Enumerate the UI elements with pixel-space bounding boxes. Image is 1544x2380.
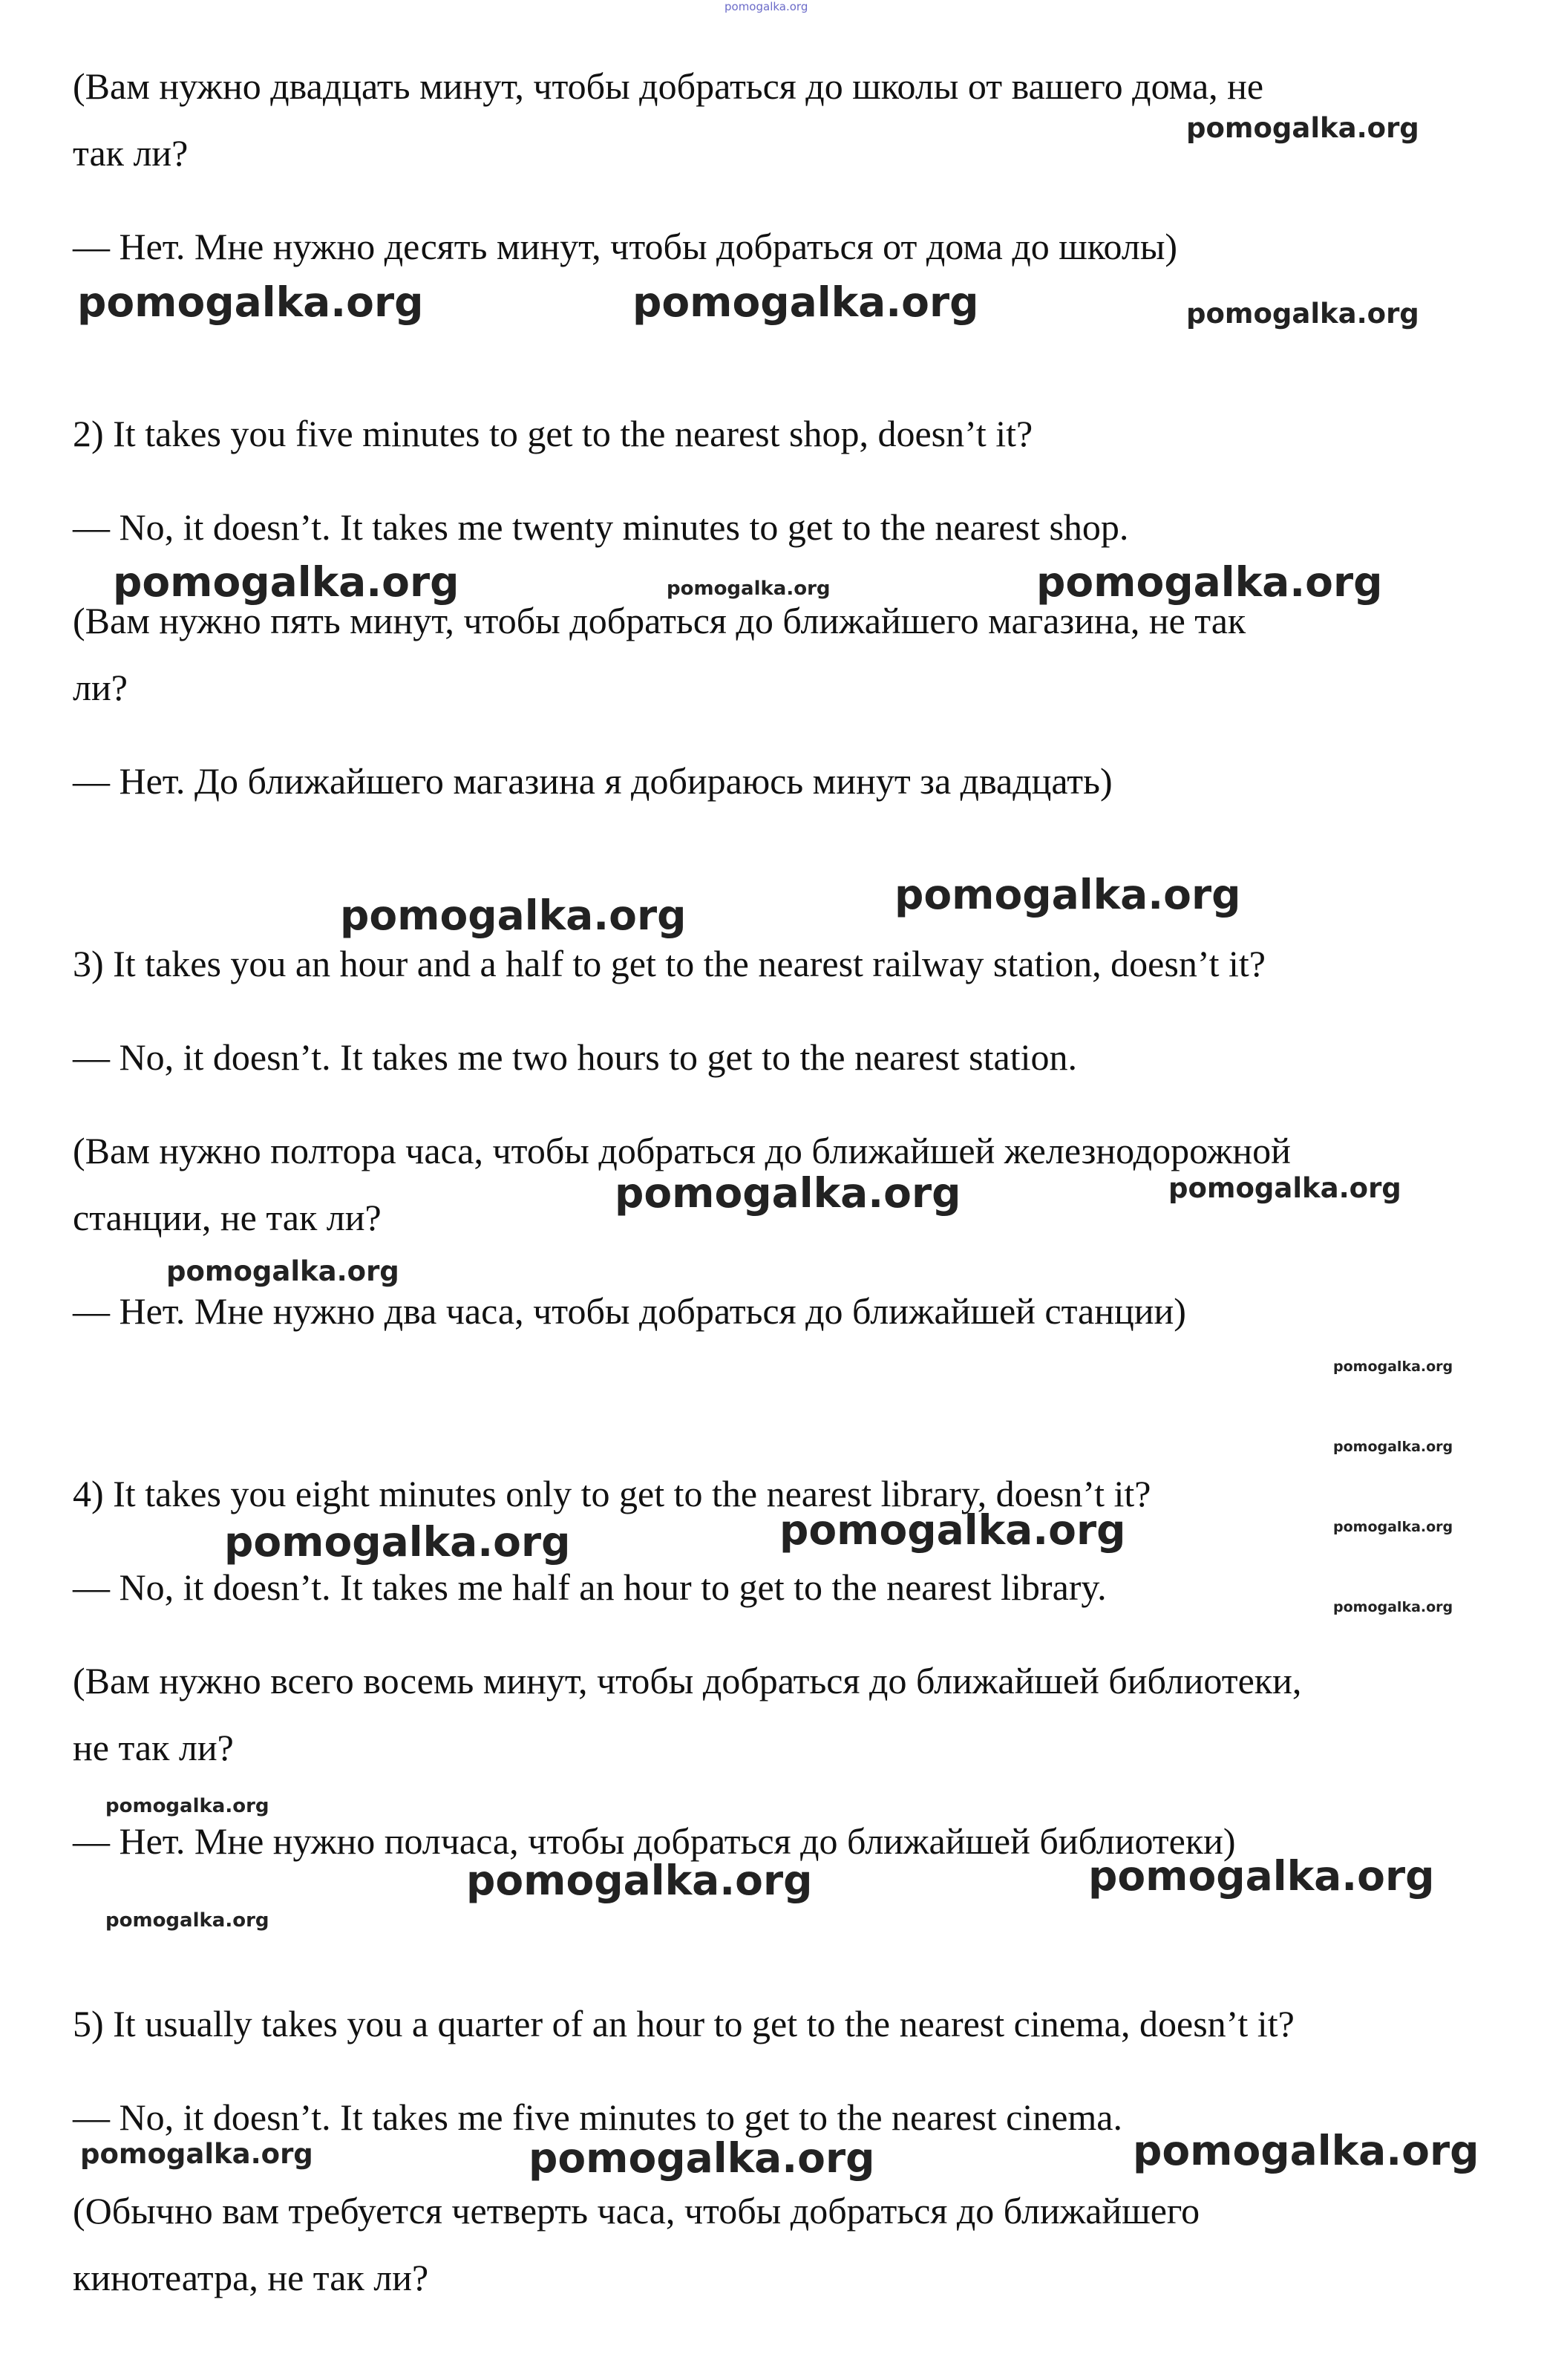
text-line: 4) It takes you eight minutes only to get to the nearest library, doesn’t it? [73,1473,1151,1514]
watermark: pomogalka.org [1036,558,1383,606]
watermark: pomogalka.org [529,2134,875,2182]
watermark: pomogalka.org [1333,1439,1453,1455]
text-line: — Нет. До ближайшего магазина я добираюсь минут за двадцать) [73,760,1113,802]
watermark: pomogalka.org [1133,2127,1479,2174]
text-line: (Вам нужно всего восемь минут, чтобы добраться до ближайшей библиотеки, [73,1660,1302,1701]
watermark: pomogalka.org [615,1169,961,1217]
text-line: 3) It takes you an hour and a half to get to the nearest railway station, doesn’t it? [73,943,1266,984]
watermark: pomogalka.org [340,892,687,939]
watermark: pomogalka.org [166,1255,399,1287]
watermark: pomogalka.org [466,1857,813,1904]
watermark: pomogalka.org [105,1909,269,1932]
text-line: — Нет. Мне нужно полчаса, чтобы добраться до ближайшей библиотеки) [73,1820,1236,1862]
text-line: — No, it doesn’t. It takes me two hours to get to the nearest station. [73,1036,1078,1078]
watermark: pomogalka.org [779,1506,1126,1554]
watermark: pomogalka.org [1088,1852,1435,1900]
watermark-top: pomogalka.org [724,0,808,13]
text-line: — No, it doesn’t. It takes me twenty minutes to get to the nearest shop. [73,506,1129,548]
text-line: — No, it doesn’t. It takes me five minutes to get to the nearest cinema. [73,2096,1122,2138]
text-line: 2) It takes you five minutes to get to the nearest shop, doesn’t it? [73,413,1033,454]
watermark: pomogalka.org [1333,1599,1453,1615]
text-line: (Вам нужно полтора часа, чтобы добраться до ближайшей железнодорожной [73,1130,1291,1171]
watermark: pomogalka.org [77,278,424,326]
text-line: не так ли? [73,1727,234,1768]
watermark: pomogalka.org [667,578,831,600]
text-line: так ли? [73,132,189,174]
text-line: ли? [73,667,128,708]
text-line: (Вам нужно двадцать минут, чтобы добраться до школы от вашего дома, не [73,65,1264,107]
watermark: pomogalka.org [113,558,459,606]
text-line: (Вам нужно пять минут, чтобы добраться до ближайшего магазина, не так [73,600,1246,641]
text-line: — Нет. Мне нужно два часа, чтобы добраться до ближайшей станции) [73,1290,1186,1332]
watermark: pomogalka.org [224,1518,571,1566]
watermark: pomogalka.org [1333,1519,1453,1535]
watermark: pomogalka.org [894,871,1241,918]
text-line: 5) It usually takes you a quarter of an hour to get to the nearest cinema, doesn’t it? [73,2003,1295,2044]
watermark: pomogalka.org [1186,298,1419,330]
watermark: pomogalka.org [105,1795,269,1817]
text-line: кинотеатра, не так ли? [73,2257,429,2298]
text-line: — No, it doesn’t. It takes me half an hour to get to the nearest library. [73,1566,1107,1608]
watermark: pomogalka.org [80,2138,313,2170]
text-line: — Нет. Мне нужно десять минут, чтобы добраться от дома до школы) [73,226,1178,267]
watermark: pomogalka.org [632,278,979,326]
watermark: pomogalka.org [1333,1359,1453,1375]
text-line: станции, не так ли? [73,1197,382,1238]
text-line: (Обычно вам требуется четверть часа, чтобы добраться до ближайшего [73,2190,1200,2232]
watermark: pomogalka.org [1186,112,1419,144]
watermark: pomogalka.org [1168,1172,1401,1204]
